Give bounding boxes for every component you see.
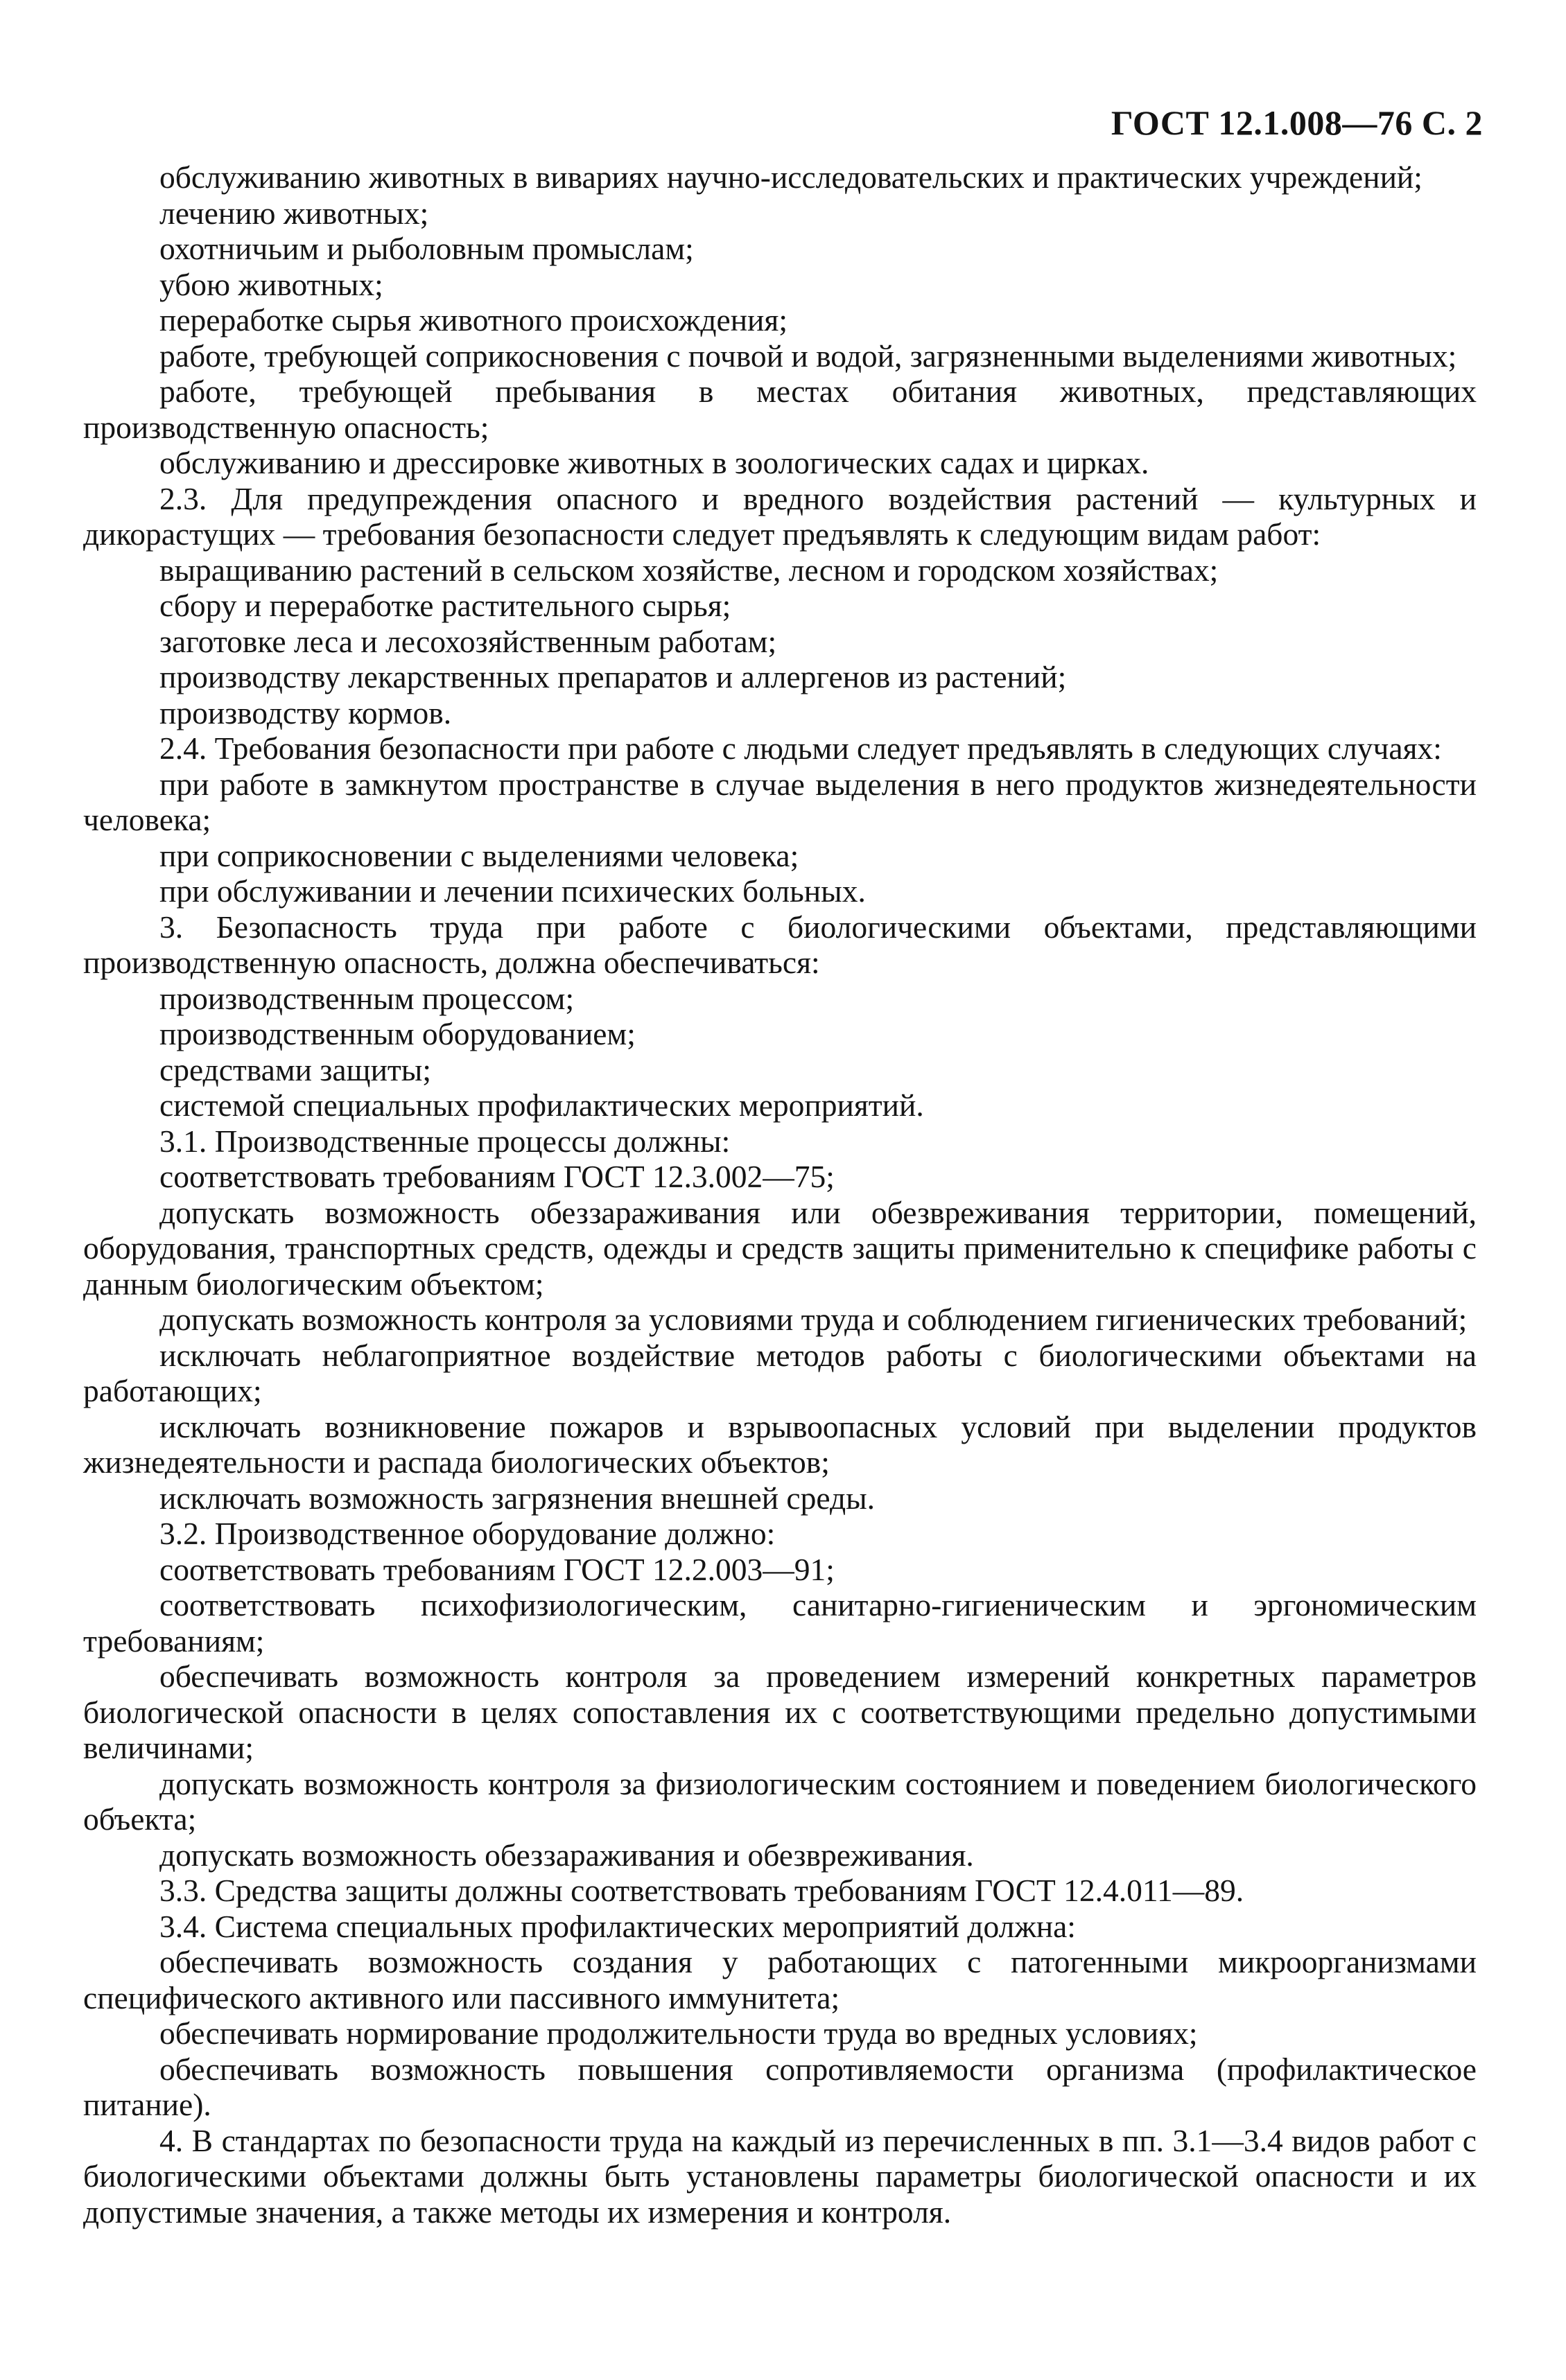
section-paragraph-3-4: 3.4. Система специальных профилактических мероприятий должна: xyxy=(159,1908,1076,1944)
paragraph: допускать возможность обеззараживания и обезвреживания. xyxy=(159,1837,974,1873)
section-paragraph-3-3: 3.3. Средства защиты должны соответствовать требованиям ГОСТ 12.4.011—89. xyxy=(159,1873,1244,1908)
paragraph: убою животных; xyxy=(159,266,383,302)
paragraph: выращиванию растений в сельском хозяйстве, лесном и городском хозяйствах; xyxy=(159,552,1219,588)
paragraph: производству кормов. xyxy=(159,694,452,730)
paragraph: производству лекарственных препаратов и аллергенов из растений; xyxy=(159,659,1067,694)
paragraph: допускать возможность обеззараживания или обезвреживания территории, помещений, оборудования, транспортных средств, одежды и средств защиты применительно к специфике работы с данным биологическим объектом; xyxy=(83,1194,1477,1302)
paragraph: лечению животных; xyxy=(159,195,429,231)
paragraph: при соприкосновении с выделениями человека; xyxy=(159,837,799,873)
section-paragraph-3-2: 3.2. Производственное оборудование должно: xyxy=(159,1516,776,1551)
paragraph: охотничьим и рыболовным промыслам; xyxy=(159,231,694,266)
section-paragraph-4: 4. В стандартах по безопасности труда на каждый из перечисленных в пп. 3.1—3.4 видов работ с биологическими объектами должны быть установлены параметры биологической опасности и их допустимые значения, а также методы их измерения и контроля. xyxy=(83,2122,1477,2230)
paragraph: соответствовать требованиям ГОСТ 12.3.002—75; xyxy=(159,1159,835,1194)
paragraph: средствами защиты; xyxy=(159,1051,432,1087)
paragraph: при обслуживании и лечении психических больных. xyxy=(159,873,866,909)
paragraph: обслуживанию и дрессировке животных в зоологических садах и цирках. xyxy=(159,445,1149,480)
paragraph: исключать возможность загрязнения внешней среды. xyxy=(159,1480,876,1516)
section-paragraph-3: 3. Безопасность труда при работе с биологическими объектами, представляющими производственную опасность, должна обеспечиваться: xyxy=(83,909,1477,980)
paragraph: обеспечивать возможность повышения сопротивляемости организма (профилактическое питание). xyxy=(83,2051,1477,2122)
section-paragraph-2-3: 2.3. Для предупреждения опасного и вредного воздействия растений — культурных и дикорастущих — требования безопасности следует предъявлять к следующим видам работ: xyxy=(83,480,1477,552)
page-header-standard-ref: ГОСТ 12.1.008—76 С. 2 xyxy=(1111,103,1483,142)
paragraph: заготовке леса и лесохозяйственным работам; xyxy=(159,623,777,659)
paragraph: обеспечивать возможность контроля за проведением измерений конкретных параметров биологической опасности в целях сопоставления их с соответствующими предельно допустимыми величинами; xyxy=(83,1659,1477,1765)
paragraph: системой специальных профилактических мероприятий. xyxy=(159,1087,924,1123)
paragraph: при работе в замкнутом пространстве в случае выделения в него продуктов жизнедеятельности человека; xyxy=(83,766,1477,837)
body-text xyxy=(83,159,1477,2230)
paragraph: соответствовать требованиям ГОСТ 12.2.003—91; xyxy=(159,1551,835,1587)
paragraph: соответствовать психофизиологическим, санитарно-гигиеническим и эргономическим требованиям; xyxy=(83,1587,1477,1659)
paragraph: сбору и переработке растительного сырья; xyxy=(159,588,731,623)
paragraph: работе, требующей соприкосновения с почвой и водой, загрязненными выделениями животных; xyxy=(159,338,1457,374)
paragraph: исключать неблагоприятное воздействие методов работы с биологическими объектами на работающих; xyxy=(83,1337,1477,1408)
paragraph: допускать возможность контроля за условиями труда и соблюдением гигиенических требований; xyxy=(159,1302,1468,1337)
paragraph: исключать возникновение пожаров и взрывоопасных условий при выделении продуктов жизнедеятельности и распада биологических объектов; xyxy=(83,1408,1477,1480)
paragraph: обеспечивать нормирование продолжительности труда во вредных условиях; xyxy=(159,2015,1198,2051)
paragraph: допускать возможность контроля за физиологическим состоянием и поведением биологического объекта; xyxy=(83,1765,1477,1837)
section-paragraph-3-1: 3.1. Производственные процессы должны: xyxy=(159,1123,731,1159)
paragraph: производственным процессом; xyxy=(159,980,575,1016)
paragraph: производственным оборудованием; xyxy=(159,1016,636,1051)
section-paragraph-2-4: 2.4. Требования безопасности при работе с людьми следует предъявлять в следующих случаях: xyxy=(159,730,1442,766)
paragraph: обеспечивать возможность создания у работающих с патогенными микроорганизмами специфического активного или пассивного иммунитета; xyxy=(83,1944,1477,2015)
paragraph: работе, требующей пребывания в местах обитания животных, представляющих производственную опасность; xyxy=(83,374,1477,445)
paragraph: переработке сырья животного происхождения; xyxy=(159,302,788,338)
paragraph: обслуживанию животных в вивариях научно-исследовательских и практических учреждений; xyxy=(159,159,1423,195)
